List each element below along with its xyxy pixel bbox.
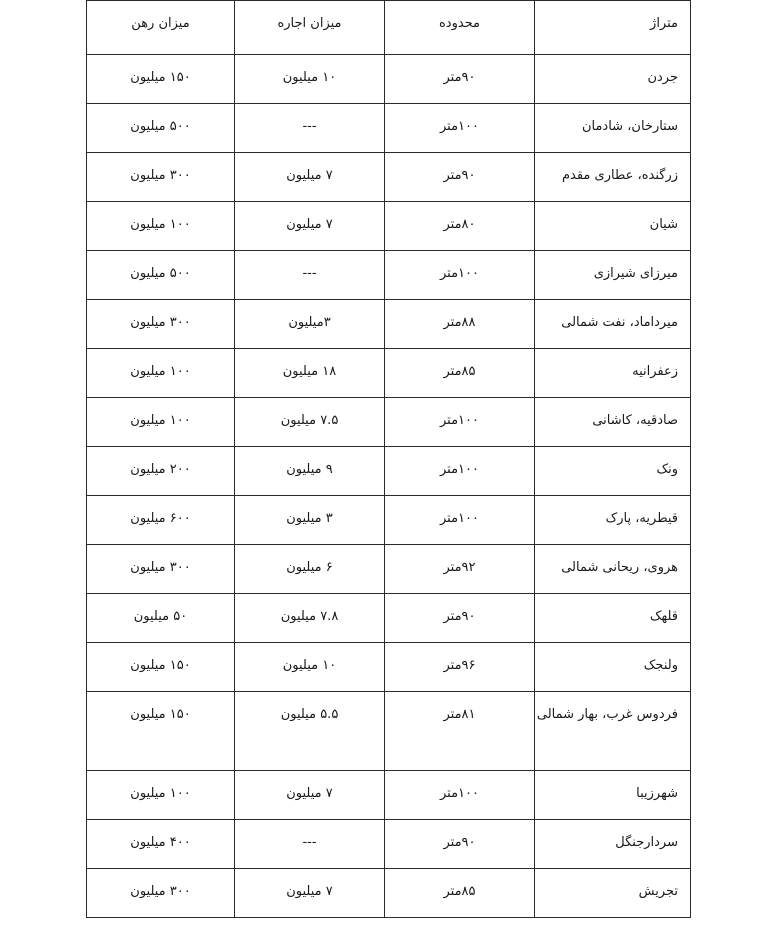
header-area-label: متراژ bbox=[650, 16, 678, 31]
cell-area bbox=[535, 300, 691, 349]
cell-size-text: ۹۲متر bbox=[443, 560, 476, 575]
cell-rent bbox=[235, 251, 385, 300]
cell-rent-text: ۷ میلیون bbox=[286, 884, 333, 899]
cell-rent bbox=[235, 349, 385, 398]
cell-rent bbox=[235, 496, 385, 545]
cell-rent-text: ۹ میلیون bbox=[286, 462, 333, 477]
cell-area-text: شهرزیبا bbox=[636, 786, 678, 801]
cell-rent-text: ۷ میلیون bbox=[286, 786, 333, 801]
cell-deposit-text: ۳۰۰ میلیون bbox=[130, 884, 191, 899]
cell-area-text: ولنجک bbox=[643, 658, 678, 673]
table-row bbox=[87, 447, 691, 496]
cell-rent bbox=[235, 55, 385, 104]
cell-size-text: ۹۰متر bbox=[443, 168, 476, 183]
cell-size bbox=[385, 104, 535, 153]
cell-deposit bbox=[87, 398, 235, 447]
cell-rent bbox=[235, 447, 385, 496]
header-size-label: محدوده bbox=[438, 16, 481, 31]
table-row bbox=[87, 771, 691, 820]
cell-rent bbox=[235, 820, 385, 869]
cell-rent-text: ۷.۵ میلیون bbox=[280, 413, 339, 428]
cell-area bbox=[535, 251, 691, 300]
cell-size bbox=[385, 820, 535, 869]
cell-rent bbox=[235, 545, 385, 594]
document-page bbox=[86, 0, 680, 928]
cell-area bbox=[535, 55, 691, 104]
cell-area bbox=[535, 104, 691, 153]
cell-rent bbox=[235, 153, 385, 202]
cell-size bbox=[385, 153, 535, 202]
cell-area-text: هروی، ریحانی شمالی bbox=[561, 560, 678, 575]
cell-deposit bbox=[87, 349, 235, 398]
cell-size bbox=[385, 496, 535, 545]
cell-size bbox=[385, 349, 535, 398]
cell-deposit-text: ۳۰۰ میلیون bbox=[130, 168, 191, 183]
cell-deposit-text: ۱۰۰ میلیون bbox=[130, 364, 191, 379]
cell-rent-text: ۶ میلیون bbox=[286, 560, 333, 575]
cell-rent bbox=[235, 202, 385, 251]
cell-area-text: جردن bbox=[647, 70, 678, 85]
cell-deposit bbox=[87, 55, 235, 104]
cell-deposit-text: ۶۰۰ میلیون bbox=[130, 511, 191, 526]
cell-rent-text: ۱۰ میلیون bbox=[282, 658, 337, 673]
cell-size-text: ۱۰۰متر bbox=[439, 511, 479, 526]
cell-deposit bbox=[87, 496, 235, 545]
cell-area bbox=[535, 594, 691, 643]
cell-size bbox=[385, 202, 535, 251]
cell-area bbox=[535, 692, 691, 771]
cell-area bbox=[535, 202, 691, 251]
cell-deposit-text: ۱۰۰ میلیون bbox=[130, 217, 191, 232]
cell-rent bbox=[235, 104, 385, 153]
cell-area bbox=[535, 349, 691, 398]
cell-rent bbox=[235, 594, 385, 643]
header-area bbox=[535, 1, 691, 55]
cell-deposit bbox=[87, 251, 235, 300]
cell-deposit-text: ۲۰۰ میلیون bbox=[130, 462, 191, 477]
cell-deposit-text: ۱۵۰ میلیون bbox=[130, 658, 191, 673]
table-row bbox=[87, 349, 691, 398]
cell-deposit bbox=[87, 869, 235, 918]
cell-area-text: سردارجنگل bbox=[615, 835, 678, 850]
cell-size-text: ۱۰۰متر bbox=[439, 266, 479, 281]
table-row bbox=[87, 545, 691, 594]
cell-deposit-text: ۱۵۰ میلیون bbox=[130, 70, 191, 85]
cell-size bbox=[385, 692, 535, 771]
cell-size bbox=[385, 251, 535, 300]
cell-deposit-text: ۵۰۰ میلیون bbox=[130, 119, 191, 134]
cell-area bbox=[535, 869, 691, 918]
cell-deposit-text: ۵۰ میلیون bbox=[133, 609, 188, 624]
cell-area bbox=[535, 153, 691, 202]
cell-area bbox=[535, 820, 691, 869]
cell-rent bbox=[235, 771, 385, 820]
table-row bbox=[87, 153, 691, 202]
table-row bbox=[87, 496, 691, 545]
cell-deposit bbox=[87, 820, 235, 869]
cell-size-text: ۹۰متر bbox=[443, 609, 476, 624]
cell-size bbox=[385, 300, 535, 349]
table-row bbox=[87, 869, 691, 918]
cell-deposit bbox=[87, 545, 235, 594]
cell-rent bbox=[235, 692, 385, 771]
cell-size bbox=[385, 594, 535, 643]
cell-area bbox=[535, 447, 691, 496]
cell-deposit-text: ۱۵۰ میلیون bbox=[130, 707, 191, 722]
rent-prices-table bbox=[86, 0, 691, 918]
cell-rent-text: --- bbox=[302, 835, 317, 850]
cell-rent-text: ۳ میلیون bbox=[286, 511, 333, 526]
cell-area-text: صادقیه، کاشانی bbox=[592, 413, 678, 428]
cell-deposit bbox=[87, 202, 235, 251]
cell-rent bbox=[235, 300, 385, 349]
table-row bbox=[87, 643, 691, 692]
cell-deposit bbox=[87, 771, 235, 820]
table-row bbox=[87, 594, 691, 643]
cell-deposit-text: ۱۰۰ میلیون bbox=[130, 786, 191, 801]
cell-deposit bbox=[87, 643, 235, 692]
cell-rent-text: ۱۰ میلیون bbox=[282, 70, 337, 85]
cell-size-text: ۹۰متر bbox=[443, 70, 476, 85]
cell-size bbox=[385, 643, 535, 692]
cell-rent bbox=[235, 869, 385, 918]
cell-size-text: ۹۶متر bbox=[443, 658, 476, 673]
cell-area-text: ونک bbox=[656, 462, 678, 477]
table-header-row bbox=[87, 1, 691, 55]
cell-deposit-text: ۳۰۰ میلیون bbox=[130, 560, 191, 575]
cell-area-text: فردوس غرب، بهار شمالی bbox=[536, 707, 678, 722]
header-deposit-label: میزان رهن bbox=[131, 16, 190, 31]
cell-size-text: ۸۵متر bbox=[443, 364, 476, 379]
cell-rent-text: ۳میلیون bbox=[288, 315, 331, 330]
cell-rent-text: --- bbox=[302, 266, 317, 281]
table-row bbox=[87, 398, 691, 447]
cell-size-text: ۸۸متر bbox=[443, 315, 476, 330]
header-deposit bbox=[87, 1, 235, 55]
cell-area-text: زعفرانیه bbox=[632, 364, 678, 379]
cell-size bbox=[385, 447, 535, 496]
table-row bbox=[87, 104, 691, 153]
cell-deposit bbox=[87, 447, 235, 496]
cell-size bbox=[385, 545, 535, 594]
cell-area-text: زرگنده، عطاری مقدم bbox=[561, 168, 678, 183]
cell-deposit bbox=[87, 153, 235, 202]
cell-area-text: میرداماد، نفت شمالی bbox=[561, 315, 678, 330]
cell-rent-text: ۷ میلیون bbox=[286, 217, 333, 232]
table-row bbox=[87, 251, 691, 300]
cell-area bbox=[535, 398, 691, 447]
table-row bbox=[87, 692, 691, 771]
cell-area bbox=[535, 545, 691, 594]
cell-size-text: ۸۱متر bbox=[443, 707, 476, 722]
cell-size-text: ۸۵متر bbox=[443, 884, 476, 899]
cell-size bbox=[385, 771, 535, 820]
cell-deposit bbox=[87, 594, 235, 643]
cell-area-text: ستارخان، شادمان bbox=[581, 119, 678, 134]
cell-rent-text: ۷.۸ میلیون bbox=[280, 609, 339, 624]
cell-deposit-text: ۱۰۰ میلیون bbox=[130, 413, 191, 428]
cell-area bbox=[535, 771, 691, 820]
cell-area-text: شیان bbox=[649, 217, 678, 232]
cell-deposit-text: ۵۰۰ میلیون bbox=[130, 266, 191, 281]
cell-rent bbox=[235, 398, 385, 447]
cell-area-text: قلهک bbox=[649, 609, 678, 624]
table-row bbox=[87, 300, 691, 349]
cell-area bbox=[535, 496, 691, 545]
header-rent bbox=[235, 1, 385, 55]
cell-rent-text: ۵.۵ میلیون bbox=[280, 707, 339, 722]
cell-size-text: ۸۰متر bbox=[443, 217, 476, 232]
cell-rent-text: ۱۸ میلیون bbox=[282, 364, 337, 379]
header-rent-label: میزان اجاره bbox=[277, 16, 342, 31]
cell-rent bbox=[235, 643, 385, 692]
cell-size bbox=[385, 398, 535, 447]
table-row bbox=[87, 820, 691, 869]
cell-size-text: ۱۰۰متر bbox=[439, 786, 479, 801]
cell-size-text: ۹۰متر bbox=[443, 835, 476, 850]
cell-size-text: ۱۰۰متر bbox=[439, 413, 479, 428]
cell-size bbox=[385, 869, 535, 918]
cell-size bbox=[385, 55, 535, 104]
cell-deposit bbox=[87, 104, 235, 153]
cell-deposit-text: ۴۰۰ میلیون bbox=[130, 835, 191, 850]
table-row bbox=[87, 55, 691, 104]
cell-area-text: میرزای شیرازی bbox=[593, 266, 678, 281]
cell-size-text: ۱۰۰متر bbox=[439, 462, 479, 477]
cell-area-text: تجریش bbox=[638, 884, 678, 899]
cell-deposit-text: ۳۰۰ میلیون bbox=[130, 315, 191, 330]
header-size bbox=[385, 1, 535, 55]
cell-area-text: قیطریه، پارک bbox=[605, 511, 678, 526]
table-row bbox=[87, 202, 691, 251]
cell-area bbox=[535, 643, 691, 692]
cell-rent-text: ۷ میلیون bbox=[286, 168, 333, 183]
cell-rent-text: --- bbox=[302, 119, 317, 134]
cell-deposit bbox=[87, 300, 235, 349]
cell-deposit bbox=[87, 692, 235, 771]
cell-size-text: ۱۰۰متر bbox=[439, 119, 479, 134]
